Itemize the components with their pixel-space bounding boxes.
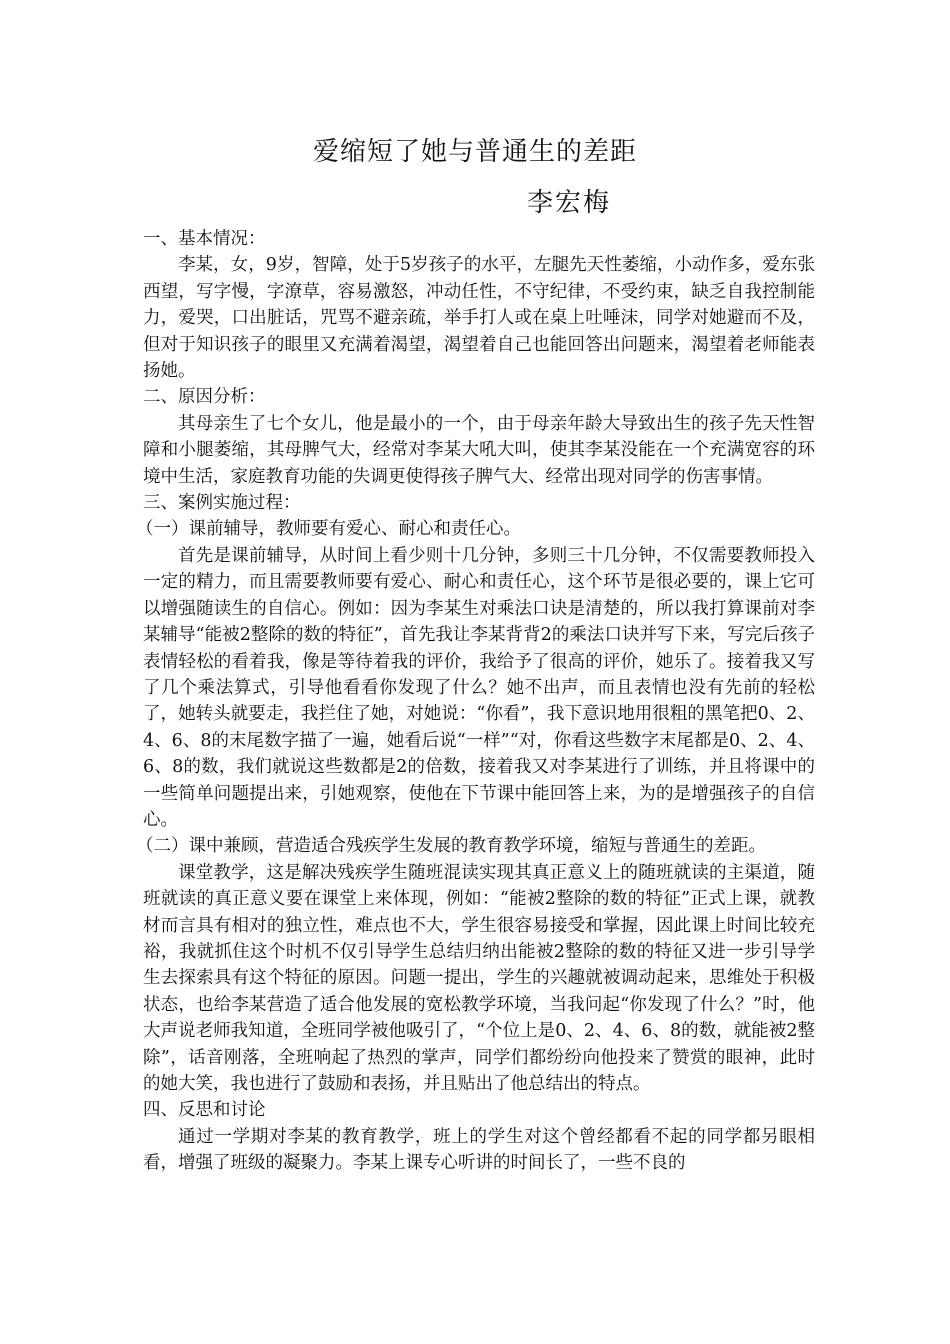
subheading-in-class-care: （二）课中兼顾，营造适合残疾学生发展的教育教学环境，缩短与普通生的差距。 bbox=[136, 836, 766, 857]
subheading-pre-class-tutoring: （一）课前辅导，教师要有爱心、耐心和责任心。 bbox=[136, 519, 521, 540]
paragraph-cause-analysis: 其母亲生了七个女儿，他是最小的一个，由于母亲年龄大导致出生的孩子先天性智障和小腿萎缩，其母脾气大，经常对李某大吼大叫，使其李某没能在一个充满宽容的环境中生活，家庭教育功能的失调更使得孩子脾气大、经常出现对同学的伤害事情。 bbox=[143, 413, 815, 487]
section-heading-cause-analysis: 二、原因分析： bbox=[143, 387, 266, 408]
document-body bbox=[136, 226, 815, 1177]
section-heading-basic-info: 一、基本情况： bbox=[143, 229, 266, 249]
paragraph-basic-info: 李某，女，9岁，智障，处于5岁孩子的水平，左腿先天性萎缩，小动作多，爱东张西望，写字慢，字潦草，容易激怒，冲动任性，不守纪律，不受约束，缺乏自我控制能力，爱哭，口出脏话，咒骂不避亲疏，举手打人或在桌上吐唾沫，同学对她避而不及，但对于知识孩子的眼里又充满着渴望，渴望着自己也能回答出问题来，渴望着老师能表扬她。 bbox=[143, 255, 815, 382]
paragraph-in-class-care: 课堂教学，这是解决残疾学生随班混读实现其真正意义上的随班就读的主渠道，随班就读的真正意义要在课堂上来体现，例如：“能被2整除的数的特征”正式上课，就教材而言具有相对的独立性，难点也不大，学生很容易接受和掌握，因此课上时间比较充裕，我就抓住这个时机不仅引导学生总结归纳出能被2整除的数的特征又进一步引导学生去探索具有这个特征的原因。问题一提出，学生的兴趣就被调动起来，思维处于积极状态，也给李某营造了适合他发展的宽松教学环境，当我问起“你发现了什么？”时，他大声说老师我知道，全班同学被他吸引了，“个位上是0、2、4、6、8的数，就能被2整除”，话音刚落，全班响起了热烈的掌声，同学们都纷纷向他投来了赞赏的眼神，此时的她大笑，我也进行了鼓励和表扬，并且贴出了他总结出的特点。 bbox=[143, 862, 815, 1094]
document-author: 李宏梅 bbox=[527, 188, 612, 218]
section-heading-reflection: 四、反思和讨论 bbox=[143, 1100, 266, 1121]
paragraph-pre-class-tutoring: 首先是课前辅导，从时间上看少则十几分钟，多则三十几分钟，不仅需要教师投入一定的精力，而且需要教师要有爱心、耐心和责任心，这个环节是很必要的，课上它可以增强随读生的自信心。例如：因为李某生对乘法口诀是清楚的，所以我打算课前对李某辅导“能被2整除的数的特征”，首先我让李某背背2的乘法口诀并写下来，写完后孩子表情轻松的看着我，像是等待着我的评价，我给予了很高的评价，她乐了。接着我又写了几个乘法算式，引导他看看你发现了什么？她不出声，而且表情也没有先前的轻松了，她转头就要走，我拦住了她，对她说：“你看”，我下意识地用很粗的黑笔把0、2、4、6、8的末尾数字描了一遍，她看后说“一样”“对，你看这些数字末尾都是0、2、4、6、8的数，我们就说这些数都是2的倍数，接着我又对李某进行了训练，并且将课中的一些简单问题提出来，引她观察，使他在下节课中能回答上来，为的是增强孩子的自信心。 bbox=[143, 545, 815, 830]
section-heading-implementation: 三、案例实施过程： bbox=[143, 493, 301, 514]
paragraph-reflection: 通过一学期对李某的教育教学，班上的学生对这个曾经都看不起的同学都另眼相看，增强了班级的凝聚力。李某上课专心听讲的时间长了，一些不良的 bbox=[143, 1126, 815, 1174]
document-title: 爱缩短了她与普通生的差距 bbox=[312, 137, 637, 167]
